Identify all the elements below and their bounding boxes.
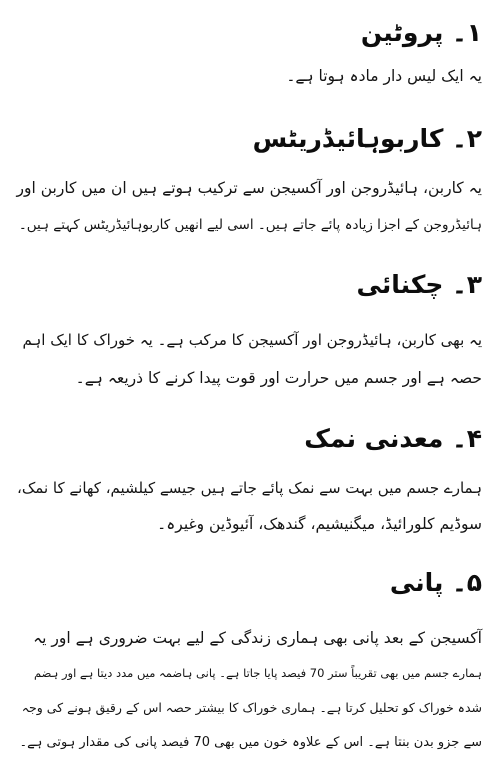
section-text-line: حصہ ہے اور جسم میں حرارت اور قوت پیدا کرنے کا ذریعہ ہے۔ <box>75 369 482 387</box>
section-text-line: یہ ایک لیس دار مادہ ہوتا ہے۔ <box>286 67 482 85</box>
section-text-line: یہ کاربن، ہائیڈروجن اور آکسیجن سے ترکیب ہوتے ہیں ان میں کاربن اور <box>16 179 482 197</box>
section-heading-carbohydrates: ۲۔ کاربوہائیڈریٹس <box>252 124 482 153</box>
section-text-line: ہمارے جسم میں بھی تقریباً ستر 70 فیصد پایا جاتا ہے۔ پانی ہاضمہ میں مدد دیتا ہے اور ہضم <box>33 666 482 680</box>
section-text-line: آکسیجن کے بعد پانی بھی ہماری زندگی کے لیے بہت ضروری ہے اور یہ <box>33 629 482 647</box>
section-text-line: سے جزو بدن بنتا ہے۔ اس کے علاوہ خون میں بھی 70 فیصد پانی کی مقدار ہوتی ہے۔ <box>19 735 482 750</box>
section-heading-fats: ۳۔ چکنائی <box>356 270 482 299</box>
section-text-line: شدہ خوراک کو تحلیل کرتا ہے۔ ہماری خوراک کا بیشتر حصہ اس کے رقیق ہونے کی وجہ <box>21 700 482 715</box>
section-text-line: ہمارے جسم میں بہت سے نمک پائے جاتے ہیں جیسے کیلشیم، کھانے کا نمک، <box>17 479 482 497</box>
section-heading-water: ۵۔ پانی <box>389 568 482 597</box>
section-heading-protein: ۱۔ پروٹین <box>360 18 482 47</box>
section-text-line: یہ بھی کاربن، ہائیڈروجن اور آکسیجن کا مرکب ہے۔ یہ خوراک کا ایک اہم <box>22 331 482 349</box>
section-text-line: سوڈیم کلورائیڈ، میگنیشیم، گندھک، آئیوڈین وغیرہ۔ <box>157 515 482 533</box>
section-text-line: ہائیڈروجن کے اجزا زیادہ پائے جاتے ہیں۔ اسی لیے انھیں کاربوہائیڈریٹس کہتے ہیں۔ <box>18 217 482 233</box>
section-heading-minerals: ۴۔ معدنی نمک <box>304 424 482 453</box>
